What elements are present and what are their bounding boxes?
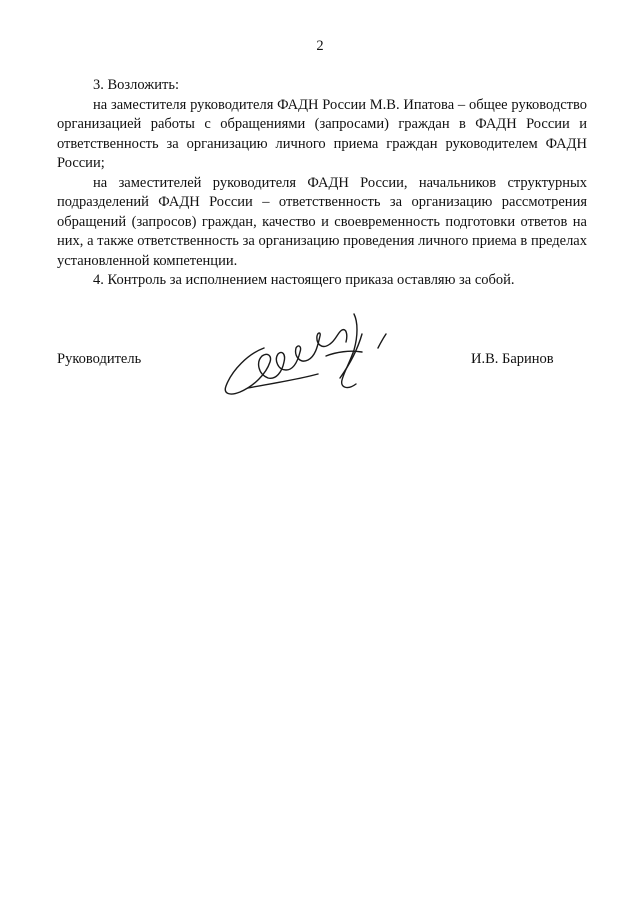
signatory-position: Руководитель	[57, 351, 142, 367]
handwritten-signature	[218, 300, 398, 402]
clause-4: 4. Контроль за исполнением настоящего приказа оставляю за собой.	[93, 272, 515, 288]
page-number: 2	[316, 38, 324, 54]
signatory-name: И.В. Баринов	[471, 351, 554, 367]
document-body	[57, 76, 587, 291]
clause-3-heading: 3. Возложить:	[93, 77, 180, 93]
clause-3-item-deputies-and-heads: на заместителей руководителя ФАДН России, начальников структурных подразделений ФАДН России – ответственность за организацию рассмотрения обращений (запросов) граждан, качество и своевременность подготовки ответов на них, а также ответственность за организацию проведения личного приема в пределах установленной компетенции.	[57, 174, 587, 269]
clause-3-item-deputy: на заместителя руководителя ФАДН России М.В. Ипатова – общее руководство организацией работы с обращениями (запросами) граждан в ФАДН России и ответственность за организацию личного приема граждан руководителем ФАДН России;	[57, 96, 587, 171]
